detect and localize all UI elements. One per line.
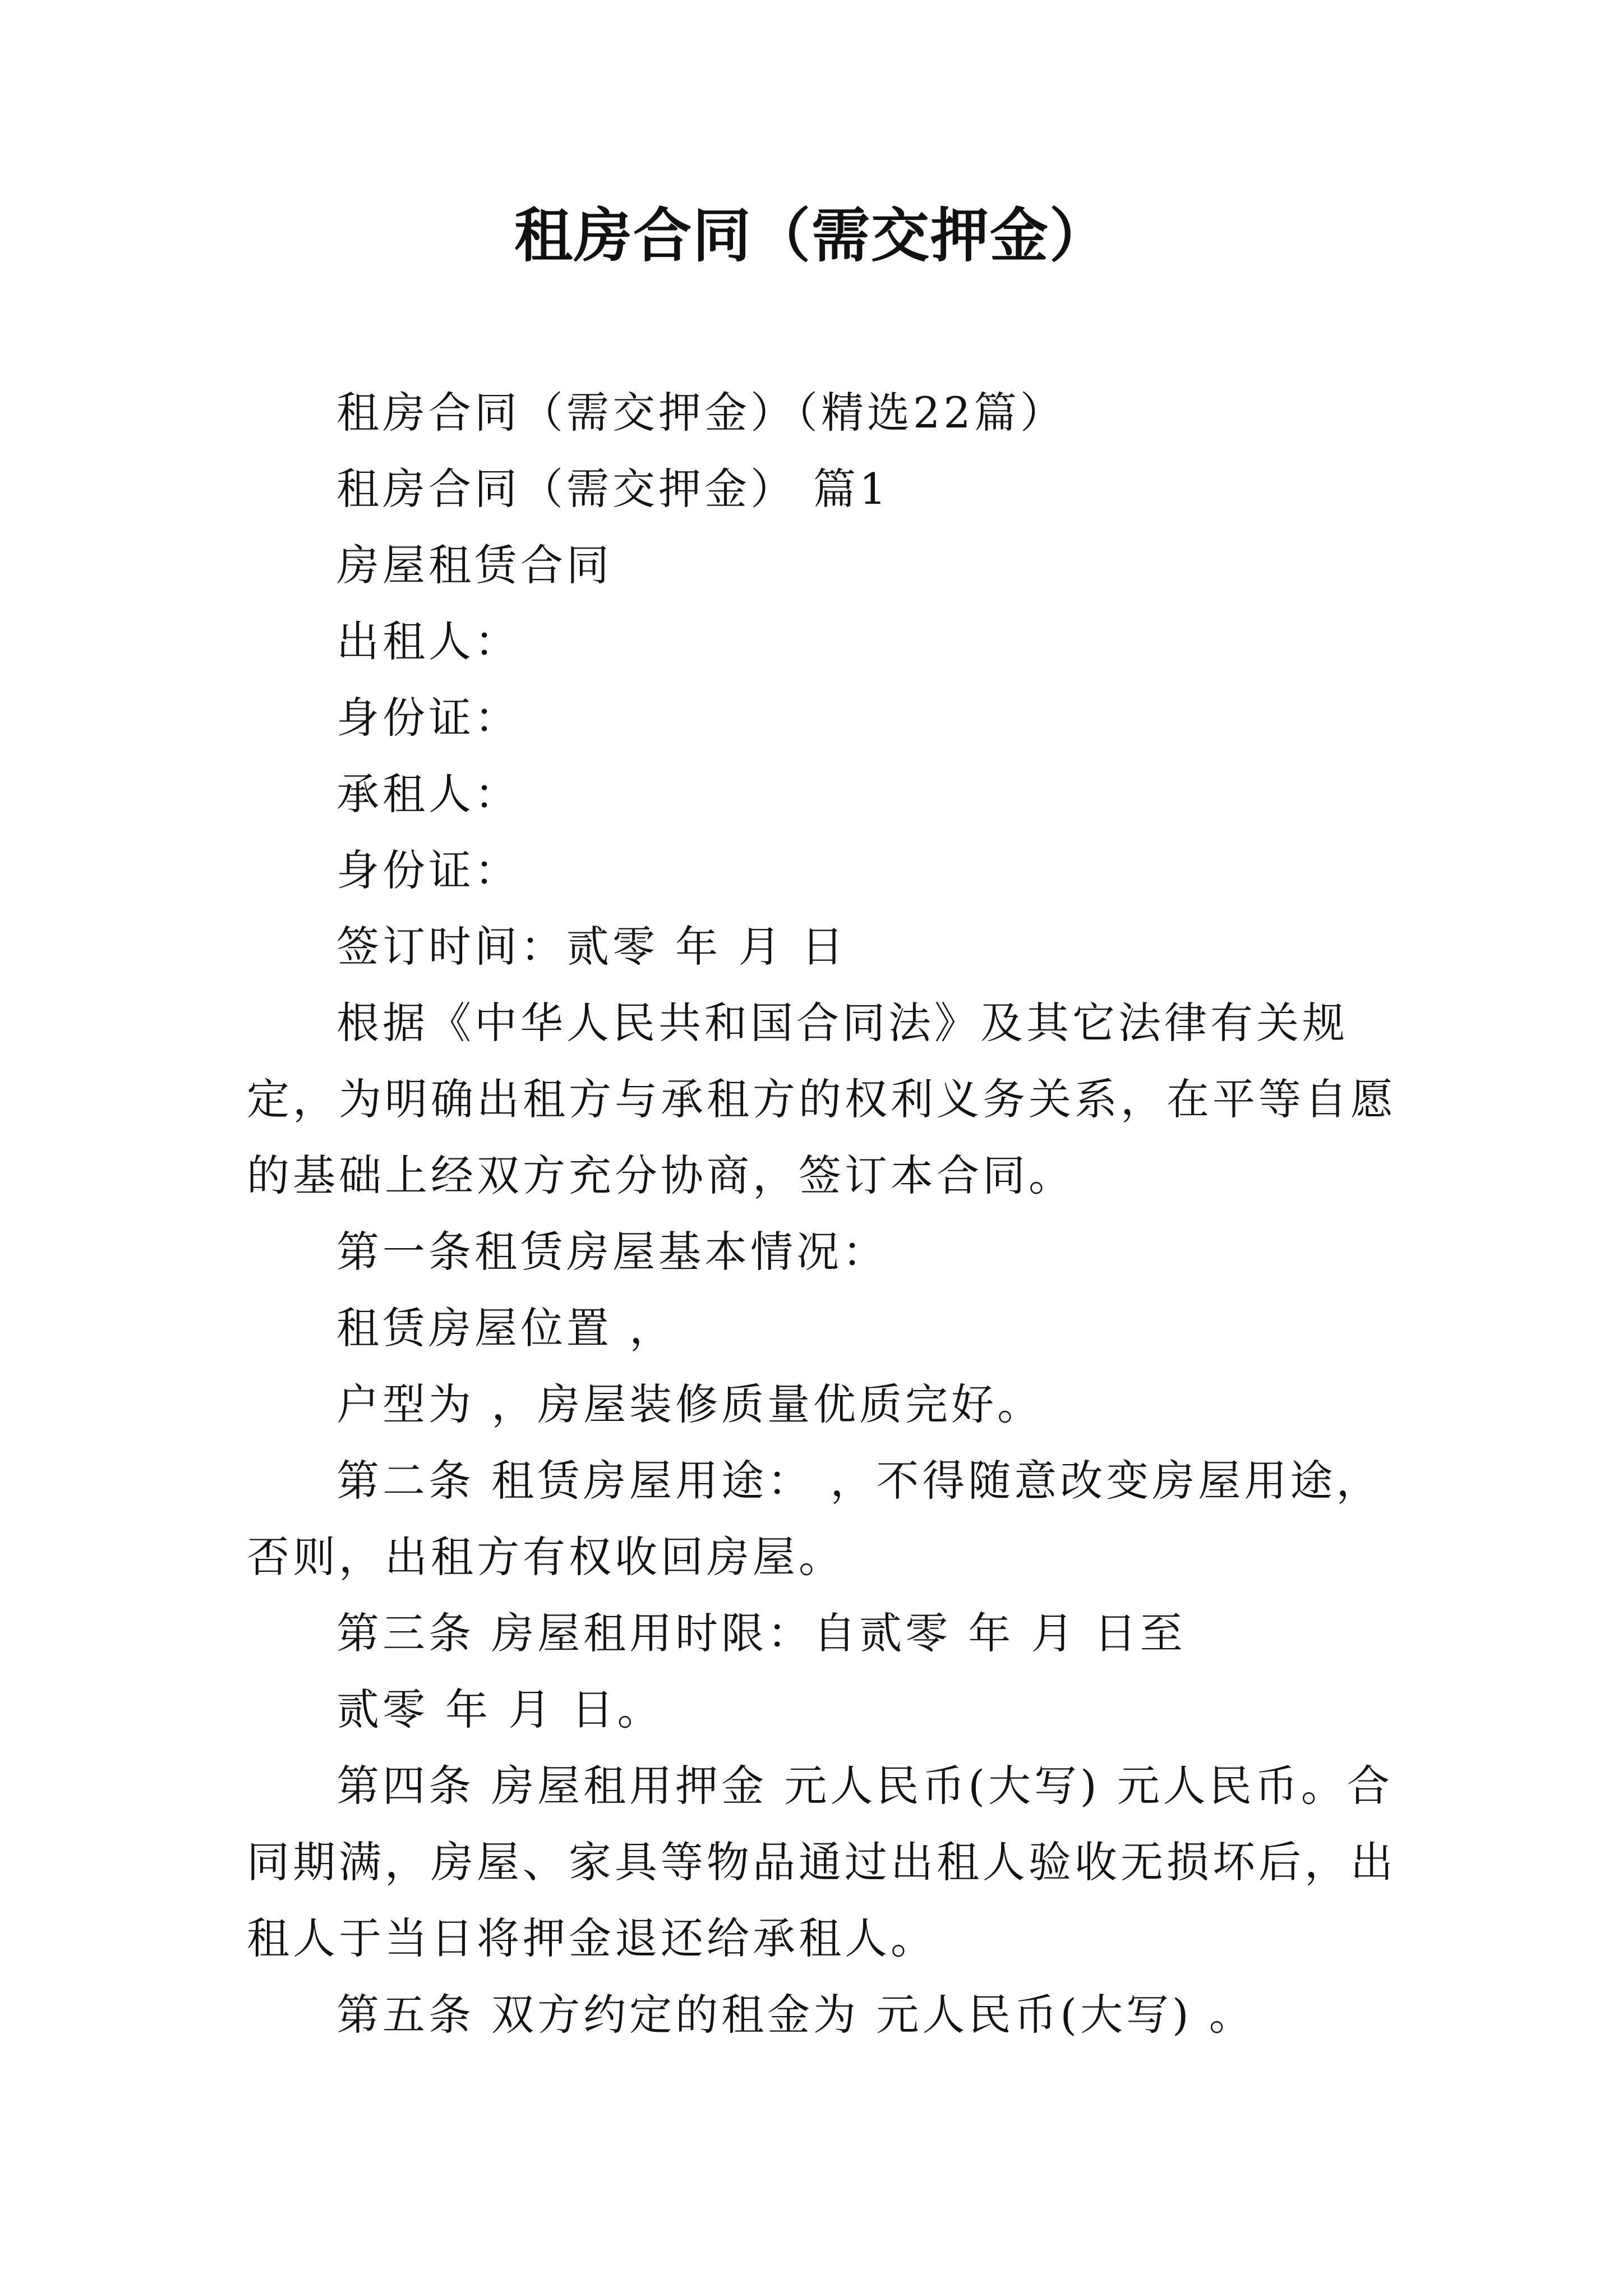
article-3-end-date: 贰零 年 月 日。 xyxy=(336,1685,663,1734)
lessee-id-field: 身份证： xyxy=(336,845,520,895)
signing-date: 签订时间：贰零 年 月 日 xyxy=(336,922,847,972)
section-heading: 租房合同（需交押金） 篇1 xyxy=(336,464,890,514)
document-title: 租房合同（需交押金） xyxy=(514,201,1109,270)
article-5: 第五条 双方约定的租金为 元人民币(大写) 。 xyxy=(336,1990,1255,2040)
article-4: 第四条 房屋租用押金 元人民币(大写) 元人民币。合同期满，房屋、家具等物品通过出租人验收无损坏后，出租人于当日将押金退还给承租人。 xyxy=(247,1761,1396,1963)
article-2: 第二条 租赁房屋用途： ，不得随意改变房屋用途，否则，出租方有权收回房屋。 xyxy=(247,1456,1382,1582)
article-3: 第三条 房屋租用时限：自贰零 年 月 日至 xyxy=(336,1608,1186,1658)
article-1-heading: 第一条租赁房屋基本情况： xyxy=(336,1227,888,1277)
contract-heading: 房屋租赁合同 xyxy=(336,540,612,590)
lessor-field: 出租人： xyxy=(336,616,520,666)
preamble-paragraph: 根据《中华人民共和国合同法》及其它法律有关规定，为明确出租方与承租方的权利义务关系，在平等自愿的基础上经双方充分协商，签订本合同。 xyxy=(247,998,1396,1200)
subtitle-selection: 租房合同（需交押金）（精选22篇） xyxy=(336,388,1066,438)
lessee-field: 承租人： xyxy=(336,769,520,819)
lessor-id-field: 身份证： xyxy=(336,693,520,743)
property-layout: 户型为 ，房屋装修质量优质完好。 xyxy=(336,1379,1044,1429)
property-location: 租赁房屋位置 ， xyxy=(336,1303,676,1353)
document-body xyxy=(247,375,1396,2053)
